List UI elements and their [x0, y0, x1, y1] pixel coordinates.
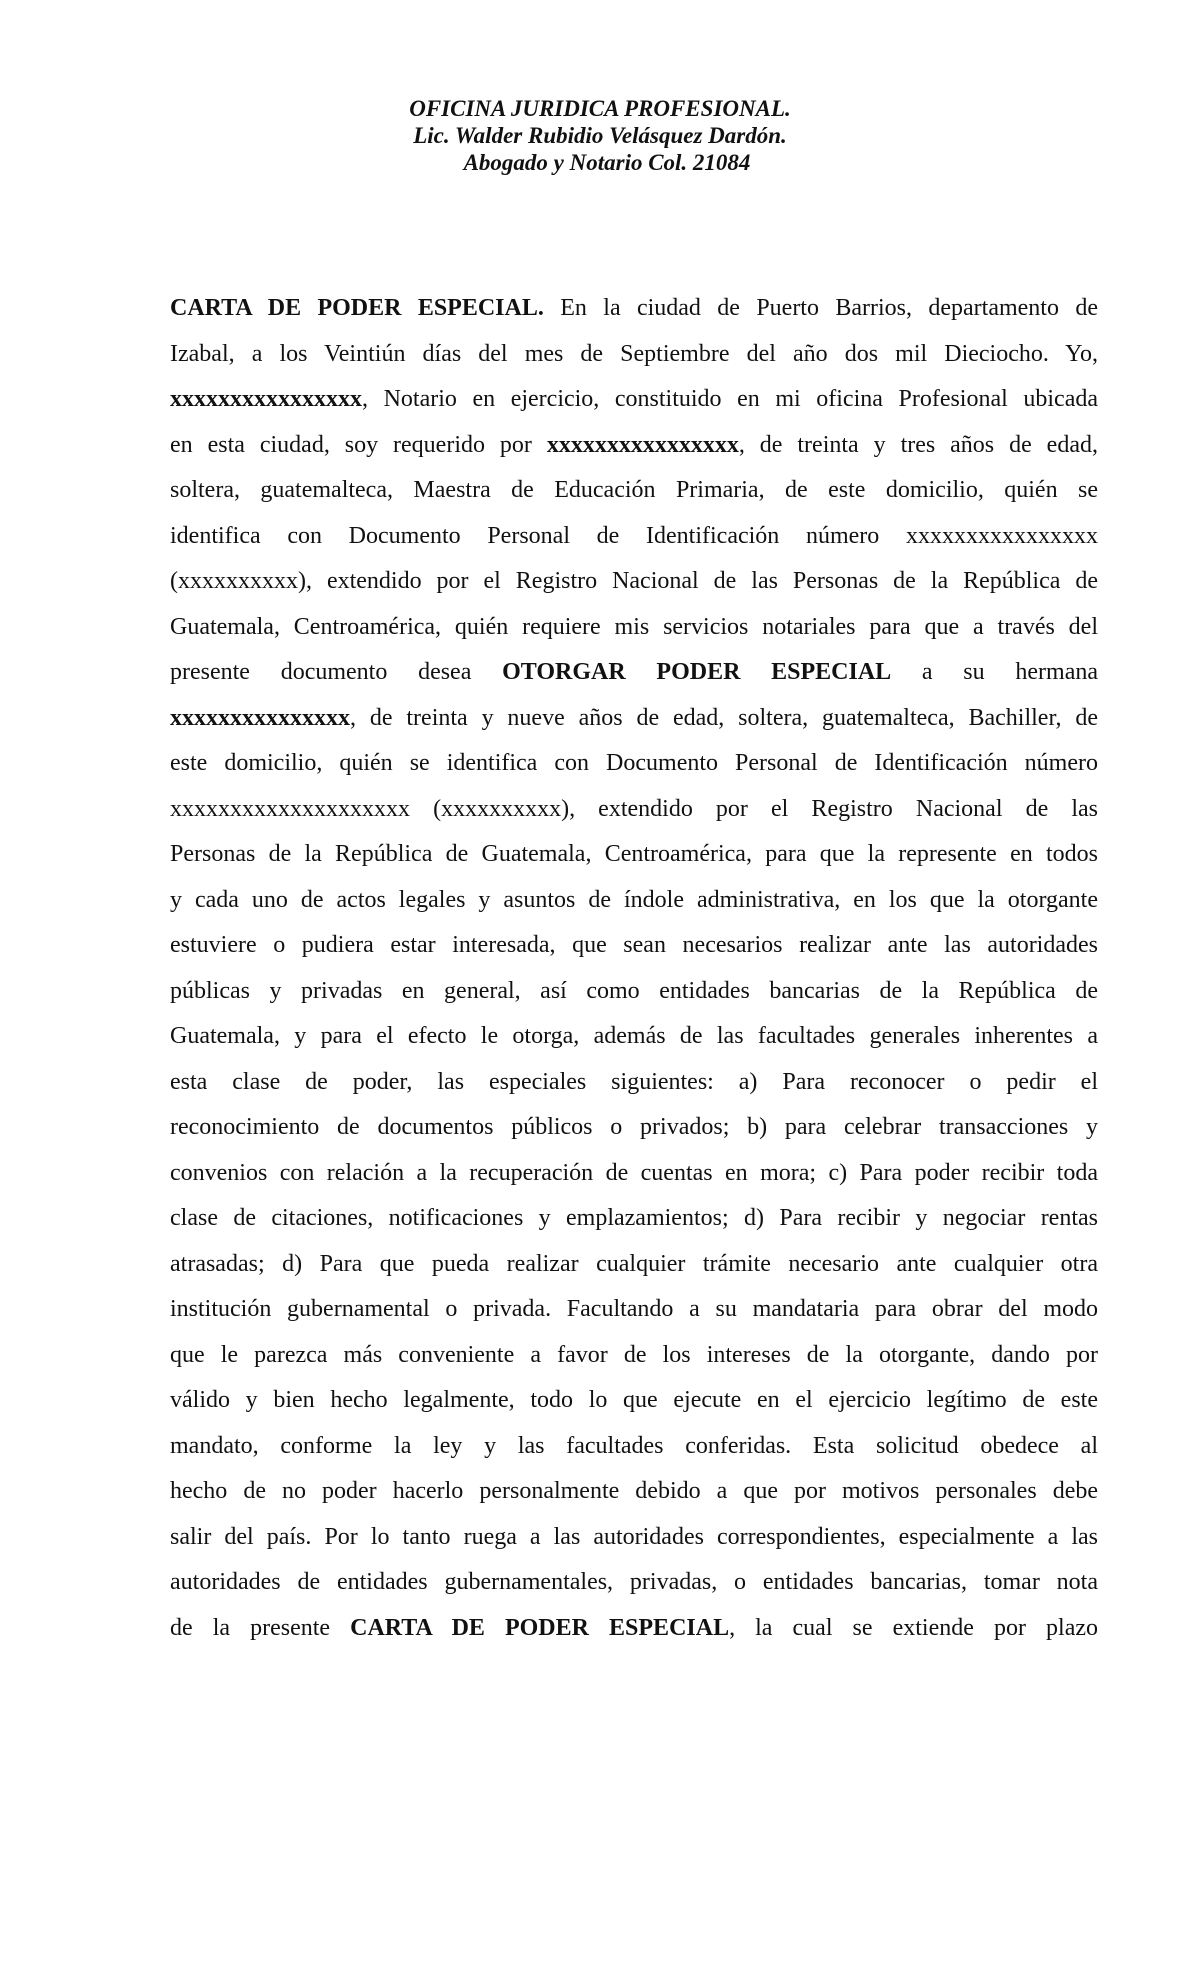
attorney-name-redacted: xxxxxxxxxxxxxxx: [170, 704, 350, 731]
lawyer-name: Lic. Walder Rubidio Velásquez Dardón.: [413, 123, 787, 148]
body-line: reconocimiento de documentos públicos o privados; b) para celebrar transacciones y: [170, 1114, 1098, 1140]
body-line: (xxxxxxxxxx), extendido por el Registro Nacional de las Personas de la República de: [170, 568, 1098, 594]
body-line: esta clase de poder, las especiales siguientes: a) Para reconocer o pedir el: [170, 1068, 1098, 1095]
office-name: OFICINA JURIDICA PROFESIONAL.: [409, 96, 791, 121]
body-line: estuviere o pudiera estar interesada, que sean necesarios realizar ante las autoridades: [170, 932, 1098, 958]
body-line: xxxxxxxxxxxxxxxxxxxx (xxxxxxxxxx), extendido por el Registro Nacional de las: [170, 795, 1098, 822]
lawyer-title: Abogado y Notario Col. 21084: [463, 150, 751, 175]
body-line: Izabal, a los Veintiún días del mes de Septiembre del año dos mil Dieciocho. Yo,: [170, 340, 1098, 367]
body-line: CARTA DE PODER ESPECIAL. En la ciudad de Puerto Barrios, departamento de: [170, 295, 1098, 321]
body-line: autoridades de entidades gubernamentales, privadas, o entidades bancarias, tomar nota: [170, 1569, 1098, 1595]
body-line: Guatemala, y para el efecto le otorga, además de las facultades generales inherentes a: [170, 1023, 1098, 1049]
body-line: salir del país. Por lo tanto ruega a las autoridades correspondientes, especialmente a las: [170, 1523, 1098, 1550]
body-line: xxxxxxxxxxxxxxxx, Notario en ejercicio, constituido en mi oficina Profesional ubicada: [170, 386, 1098, 412]
body-line: válido y bien hecho legalmente, todo lo que ejecute en el ejercicio legítimo de este: [170, 1387, 1098, 1413]
body-line: y cada uno de actos legales y asuntos de índole administrativa, en los que la otorgante: [170, 886, 1098, 913]
body-line: de la presente CARTA DE PODER ESPECIAL, la cual se extiende por plazo: [170, 1614, 1098, 1641]
body-line: Guatemala, Centroamérica, quién requiere mis servicios notariales para que a través del: [170, 613, 1098, 640]
body-line: identifica con Documento Personal de Identificación número xxxxxxxxxxxxxxxx: [170, 522, 1098, 549]
grantor-name-redacted: xxxxxxxxxxxxxxxx: [546, 431, 739, 458]
letterhead: [0, 95, 1200, 176]
body-line: públicas y privadas en general, así como entidades bancarias de la República de: [170, 977, 1098, 1004]
notary-name-redacted: xxxxxxxxxxxxxxxx: [170, 386, 362, 412]
body-line: hecho de no poder hacerlo personalmente debido a que por motivos personales debe: [170, 1478, 1098, 1504]
body-line: en esta ciudad, soy requerido por xxxxxxxxxxxxxxxx, de treinta y tres años de edad,: [170, 431, 1098, 458]
body-line: Personas de la República de Guatemala, Centroamérica, para que la represente en todos: [170, 841, 1098, 867]
body-line: que le parezca más conveniente a favor de los intereses de la otorgante, dando por: [170, 1341, 1098, 1368]
body-line: presente documento desea OTORGAR PODER ESPECIAL a su hermana: [170, 659, 1098, 685]
body-line: mandato, conforme la ley y las facultades conferidas. Esta solicitud obedece al: [170, 1432, 1098, 1459]
body-line: atrasadas; d) Para que pueda realizar cualquier trámite necesario ante cualquier otra: [170, 1250, 1098, 1277]
body-line: convenios con relación a la recuperación de cuentas en mora; c) Para poder recibir toda: [170, 1159, 1098, 1186]
body-line: xxxxxxxxxxxxxxx, de treinta y nueve años de edad, soltera, guatemalteca, Bachiller, de: [170, 704, 1098, 731]
body-line: clase de citaciones, notificaciones y emplazamientos; d) Para recibir y negociar rentas: [170, 1205, 1098, 1231]
document-title-reference: CARTA DE PODER ESPECIAL: [350, 1614, 730, 1641]
body-line: soltera, guatemalteca, Maestra de Educación Primaria, de este domicilio, quién se: [170, 477, 1098, 503]
document-title: CARTA DE PODER ESPECIAL.: [170, 295, 544, 321]
document-body: [170, 286, 1098, 1651]
grant-special-power: OTORGAR PODER ESPECIAL: [502, 659, 892, 685]
body-line: institución gubernamental o privada. Facultando a su mandataria para obrar del modo: [170, 1296, 1098, 1322]
body-line: este domicilio, quién se identifica con Documento Personal de Identificación número: [170, 750, 1098, 776]
